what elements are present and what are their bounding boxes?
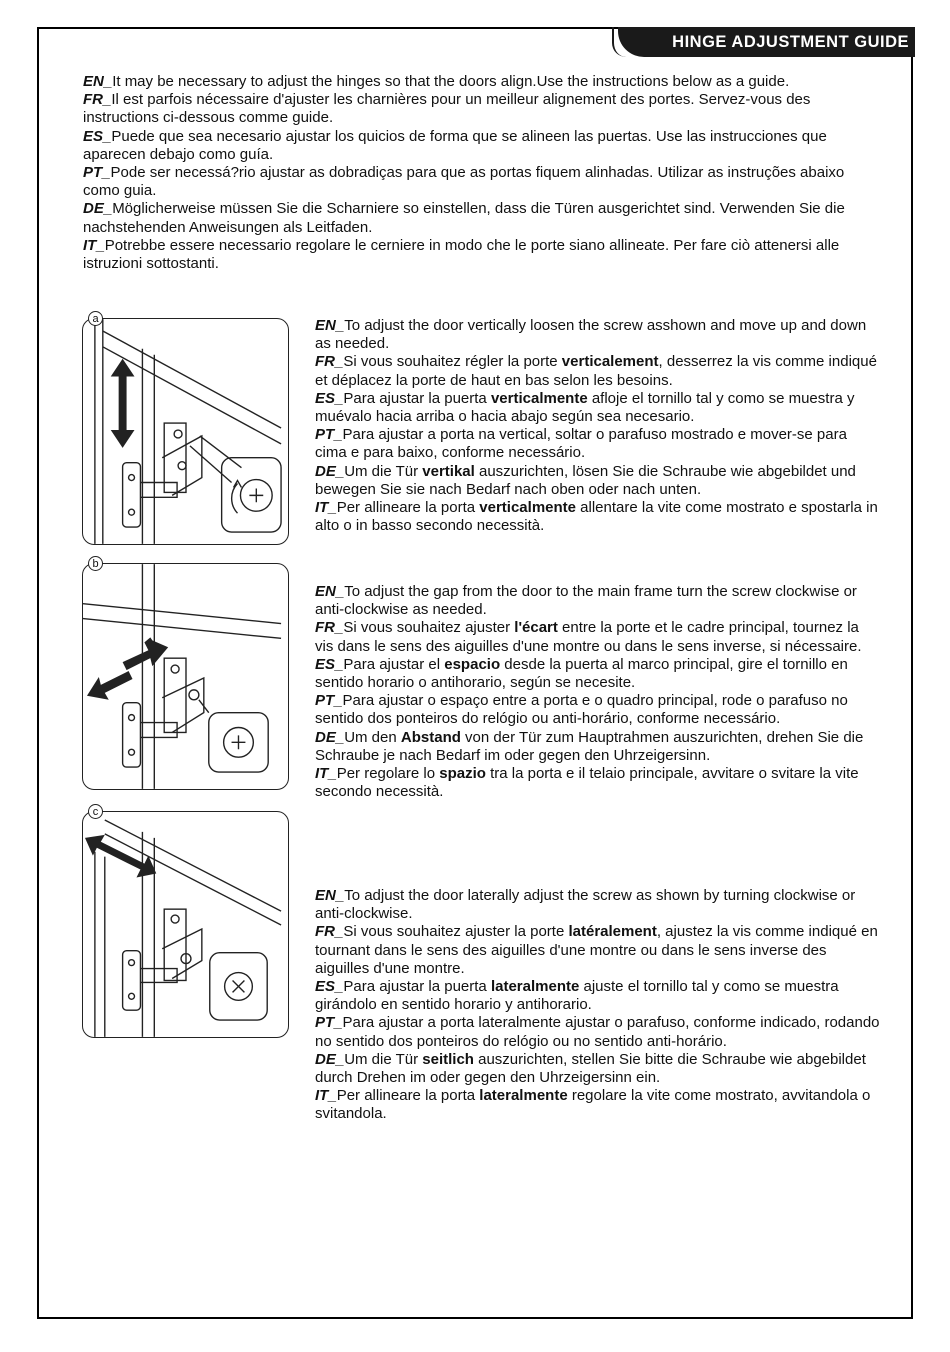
step-b-paragraph: PT_Para ajustar o espaço entre a porta e o quadro principal, rode o parafuso no sentido dos ponteiros do relógio ou anti-horário, conforme necessário. [315,692,848,728]
step-b-paragraph: EN_To adjust the gap from the door to the main frame turn the screw clockwise or anti-clockwise as needed. [315,583,857,619]
step-c-paragraph: PT_Para ajustar a porta lateralmente ajustar o parafuso, conforme indicado, rodando no sentido dos ponteiros do relógio ou no sentido anti-horário. [315,1014,880,1050]
step-b-illustration [82,563,289,790]
step-c-paragraph: EN_To adjust the door laterally adjust the screw as shown by turning clockwise or anti-clockwise. [315,887,856,923]
step-b-paragraph: DE_Um den Abstand von der Tür zum Hauptrahmen auszurichten, drehen Sie die Schraube je nach Bedarf im oder gegen den Uhrzeigersinn. [315,728,864,764]
step-c-paragraph: FR_Si vous souhaitez ajuster la porte latéralement, ajustez la vis comme indiqué en tournant dans le sens des aiguilles d'une montre ou dans le sens inverse des aiguilles d'une montre. [315,923,878,977]
hinge-vertical-diagram [83,319,288,544]
step-a-paragraph: IT_Per allineare la porta verticalmente allentare la vite come mostrato e spostarla in alto o in basso secondo necessità. [315,499,878,535]
step-b-badge: b [88,556,103,571]
step-b-paragraph: FR_Si vous souhaitez ajuster l'écart entre la porte et le cadre principal, tournez la vis dans le sens des aiguilles d'une montre ou dans le sens inverse, si nécessaire. [315,619,862,655]
hinge-gap-diagram [83,564,288,789]
step-a-paragraph: DE_Um die Tür vertikal auszurichten, lösen Sie die Schraube wie abgebildet und bewegen Sie sie nach Bedarf nach oben oder nach unten. [315,462,856,498]
step-b-text [315,583,880,801]
step-a-paragraph: PT_Para ajustar a porta na vertical, soltar o parafuso mostrado e mover-se para cima e para baixo, conforme necessário. [315,426,847,462]
step-a-badge: a [88,311,103,326]
intro-paragraph: PT_Pode ser necessá?rio ajustar as dobradiças para que as portas fiquem alinhadas. Utilizar as instruções abaixo como guia. [83,164,845,200]
step-c-paragraph: ES_Para ajustar la puerta lateralmente ajuste el tornillo tal y como se muestra girándolo en sentido horario y antihorario. [315,978,839,1014]
step-a-paragraph: EN_To adjust the door vertically loosen the screw asshown and move up and down as needed. [315,317,867,353]
step-a-paragraph: ES_Para ajustar la puerta verticalmente afloje el tornillo tal y como se muestra y muévalo hacia arriba o hacia abajo según sea necesario. [315,389,855,426]
intro-paragraph: EN_It may be necessary to adjust the hinges so that the doors align.Use the instructions below as a guide. [83,73,790,90]
step-c-paragraph: IT_Per allineare la porta lateralmente regolare la vite come mostrato, avvitandola o svitandola. [315,1087,871,1123]
step-b-paragraph: ES_Para ajustar el espacio desde la puerta al marco principal, gire el tornillo en sentido horario o antihorario, según se necesite. [315,655,848,692]
step-b-paragraph: IT_Per regolare lo spazio tra la porta e il telaio principale, avvitare o svitare la vite secondo necessità. [315,765,859,801]
intro-paragraph: DE_Möglicherweise müssen Sie die Scharniere so einstellen, dass die Türen ausgerichtet sind. Verwenden Sie die nachstehenden Anweisungen als Leitfaden. [83,200,845,236]
step-c-badge: c [88,804,103,819]
intro-paragraph: ES_Puede que sea necesario ajustar los quicios de forma que se alineen las puertas. Use las instrucciones que aparecen debajo como guía. [83,127,827,163]
step-a-text [315,317,880,535]
intro-text [83,73,883,273]
intro-paragraph: IT_Potrebbe essere necessario regolare le cerniere in modo che le porte siano allineate. Per fare ciò attenersi alle istruzioni sottostanti. [83,236,840,273]
intro-paragraph: FR_Il est parfois nécessaire d'ajuster les charnières pour un meilleur alignement des portes. Servez-vous des instructions ci-dessous comme guide. [83,91,811,127]
step-c-illustration [82,811,289,1038]
page-title: HINGE ADJUSTMENT GUIDE [672,32,909,51]
step-c-paragraph: DE_Um die Tür seitlich auszurichten, stellen Sie bitte die Schraube wie abgebildet durch Drehen im oder gegen den Uhrzeigersinn ein. [315,1050,866,1087]
step-c-text [315,887,880,1124]
hinge-lateral-diagram [83,812,288,1037]
step-a-paragraph: FR_Si vous souhaitez régler la porte verticalement, desserrez la vis comme indiqué et déplacez la porte de haut en bas selon les besoins. [315,353,877,389]
header-tab [618,27,915,57]
step-a-illustration [82,318,289,545]
